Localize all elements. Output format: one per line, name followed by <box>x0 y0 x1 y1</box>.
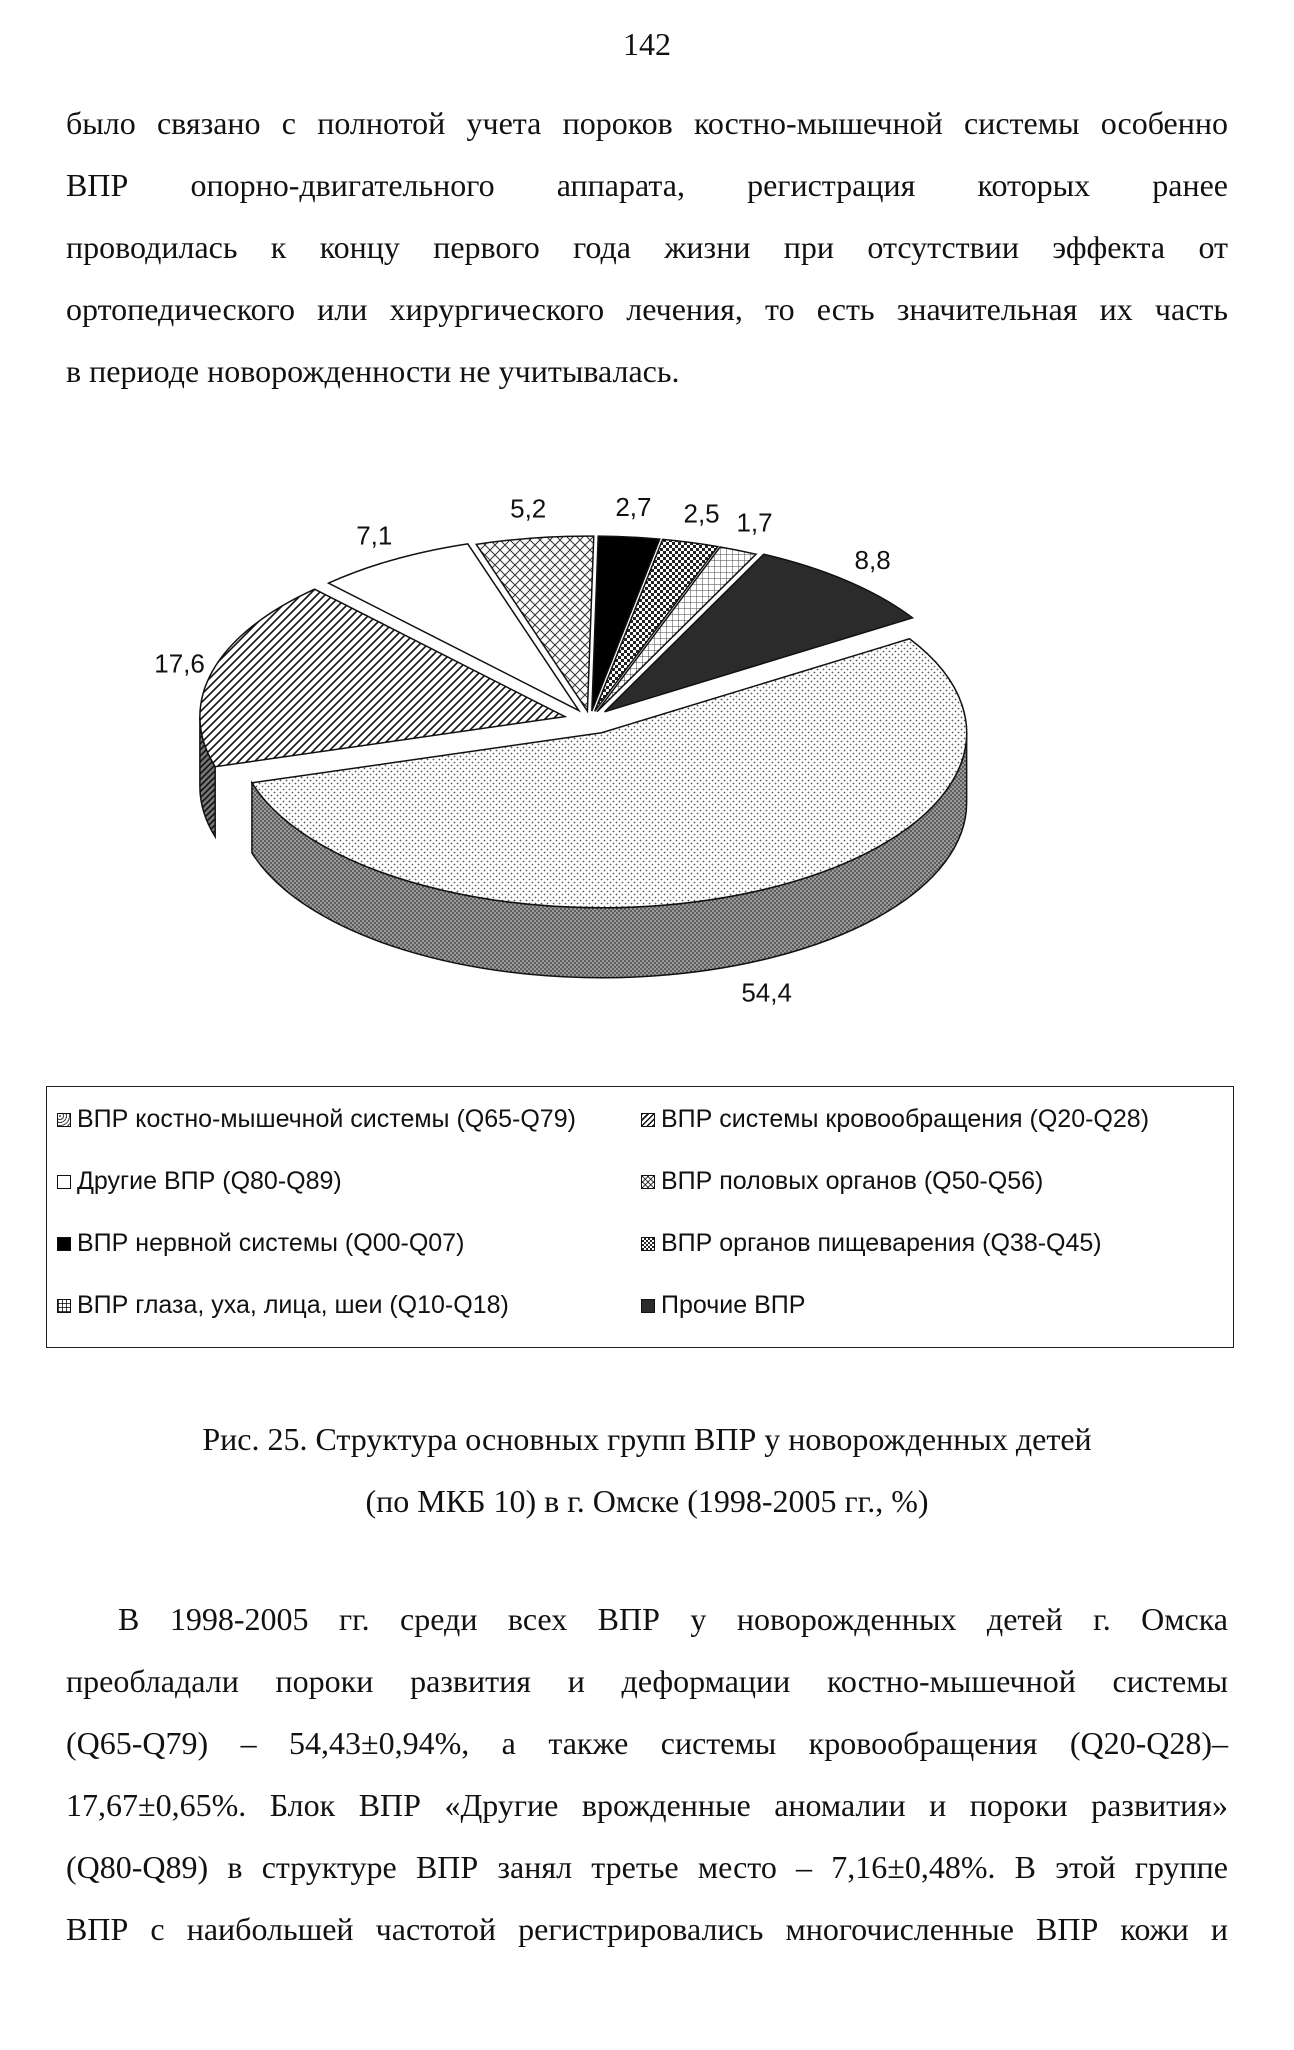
swatch-dark-icon <box>641 1299 655 1313</box>
text-line: (Q65-Q79) – 54,43±0,94%, а также системы кровообращения (Q20-Q28)– <box>66 1725 1228 1761</box>
intro-paragraph <box>66 92 1228 402</box>
text-line: 17,67±0,65%. Блок ВПР «Другие врожденные аномалии и пороки развития» <box>66 1787 1228 1823</box>
swatch-black-icon <box>57 1237 71 1251</box>
text-line: ВПР с наибольшей частотой регистрировались многочисленные ВПР кожи и <box>66 1911 1228 1947</box>
body-paragraph <box>66 1588 1228 1960</box>
swatch-white-icon <box>57 1175 71 1189</box>
pie-value-label: 5,2 <box>510 493 547 524</box>
text-line: в периоде новорожденности не учитывалась. <box>66 353 680 389</box>
legend-label: Другие ВПР (Q80-Q89) <box>77 1167 342 1195</box>
legend-item <box>57 1105 576 1134</box>
swatch-crosshatch-icon <box>641 1175 655 1189</box>
text-line: В 1998-2005 гг. среди всех ВПР у новорожденных детей г. Омска <box>118 1601 1228 1637</box>
legend-label: Прочие ВПР <box>661 1291 806 1319</box>
pie-chart <box>0 440 1294 1080</box>
legend-item <box>57 1291 509 1320</box>
text-line: преобладали пороки развития и деформации костно-мышечной системы <box>66 1663 1228 1699</box>
figure-caption <box>0 1408 1294 1532</box>
pie-value-label: 8,8 <box>854 544 891 575</box>
legend-item <box>57 1167 342 1196</box>
legend-item <box>641 1105 1149 1134</box>
legend-item <box>57 1229 464 1258</box>
legend-label: ВПР глаза, уха, лица, шеи (Q10-Q18) <box>77 1291 509 1319</box>
caption-line: Рис. 25. Структура основных групп ВПР у новорожденных детей <box>202 1421 1092 1457</box>
legend-label: ВПР органов пищеварения (Q38-Q45) <box>661 1229 1102 1257</box>
pie-value-label: 54,4 <box>741 977 792 1008</box>
legend-label: ВПР половых органов (Q50-Q56) <box>661 1167 1044 1195</box>
page-number: 142 <box>623 26 671 62</box>
text-line: ВПР опорно-двигательного аппарата, регистрация которых ранее <box>66 167 1228 203</box>
pie-value-label: 7,1 <box>356 520 393 551</box>
legend-label: ВПР системы кровообращения (Q20-Q28) <box>661 1105 1150 1133</box>
text-line: проводилась к концу первого года жизни при отсутствии эффекта от <box>66 229 1228 265</box>
swatch-diagonal-stripes-icon <box>641 1113 655 1127</box>
legend-item <box>641 1167 1043 1196</box>
pie-value-label: 1,7 <box>736 507 773 538</box>
text-line: ортопедического или хирургического лечения, то есть значительная их часть <box>66 291 1228 327</box>
pie-chart-svg <box>0 440 1294 1080</box>
swatch-dots-icon <box>57 1113 71 1127</box>
legend-label: ВПР костно-мышечной системы (Q65-Q79) <box>77 1105 576 1133</box>
caption-line: (по МКБ 10) в г. Омске (1998-2005 гг., %) <box>365 1483 929 1519</box>
legend-item <box>641 1229 1102 1258</box>
legend-label: ВПР нервной системы (Q00-Q07) <box>77 1229 465 1257</box>
pie-value-label: 17,6 <box>154 648 205 679</box>
swatch-grid-icon <box>57 1299 71 1313</box>
text-line: (Q80-Q89) в структуре ВПР занял третье место – 7,16±0,48%. В этой группе <box>66 1849 1228 1885</box>
chart-legend <box>46 1086 1234 1348</box>
text-line: было связано с полнотой учета пороков костно-мышечной системы особенно <box>66 105 1228 141</box>
swatch-checker-icon <box>641 1237 655 1251</box>
legend-item <box>641 1291 805 1320</box>
pie-value-label: 2,7 <box>615 492 652 523</box>
pie-value-label: 2,5 <box>683 498 720 529</box>
